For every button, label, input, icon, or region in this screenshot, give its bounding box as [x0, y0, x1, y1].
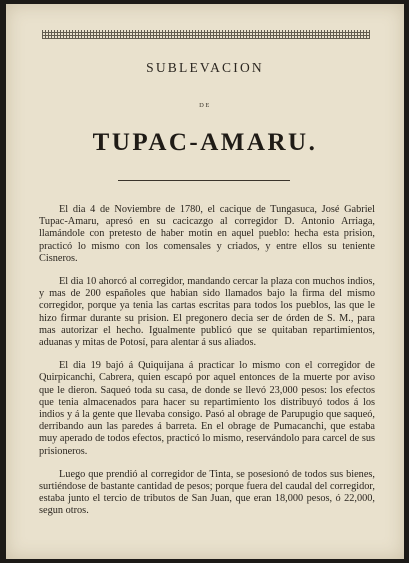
chapter-title: TUPAC-AMARU. — [92, 129, 318, 156]
paragraph: El dia 19 bajó á Quiquijana á practicar lo mismo con el corregidor de Quirpicanchi, Cabrera, quien escapó por aquel entonces de la muerte por aviso que le dieron. Saqueó toda su casa, de donde se llevó 23,000 pesos: los efectos que tenia almacenados para hacer su repartimiento los distribuyó todos á los indios y á la gente que llevaba consigo. Pasó al obrage de Parupugio que saqueó, derribando aun las paredes á barreta. En el obrage de Pumacanchi, que estaba muy aperado de todos efectos, practicó lo mismo, reservándolo para carcel de sus prisioneros. — [39, 360, 375, 457]
body-text — [39, 204, 375, 518]
paragraph: El dia 4 de Noviembre de 1780, el cacique de Tungasuca, José Gabriel Tupac-Amaru, apresó en su cacicazgo al corregidor D. Antonio Arriaga, llamándole con pretesto de haber motin en aquel pueblo: hecha esta prision, practicó lo mismo con los comensales y criados, y entre ellos su teniente Cisneros. — [39, 204, 375, 264]
paragraph: El dia 10 ahorcó al corregidor, mandando cercar la plaza con muchos indios, y mas de 200 españoles que habian sido llamados bajo la firma del mismo corregidor, porque ya tenia las cartas escritas para todos los pueblos, las que le hizo firmar durante su prision. El pregonero decia ser de órden de S. M., para mas autorizar el hecho. Igualmente publicó que se quitaban repartimientos, aduanas y mitas de Potosí, para alentar á sus aliados. — [39, 276, 375, 349]
book-page — [6, 4, 404, 559]
chapter-connector: DE — [199, 102, 211, 109]
paragraph: Luego que prendió al corregidor de Tinta, se posesionó de todos sus bienes, surtiéndose de bastante cantidad de pesos; porque fuera del caudal del corregidor, estaba junto el tercio de tributos de San Juan, que eran 18,000 pesos, ó 22,000, segun otros. — [39, 468, 375, 517]
title-divider-rule — [118, 180, 290, 181]
header-ornament-band — [42, 30, 370, 39]
chapter-subtitle: SUBLEVACION — [146, 60, 264, 75]
